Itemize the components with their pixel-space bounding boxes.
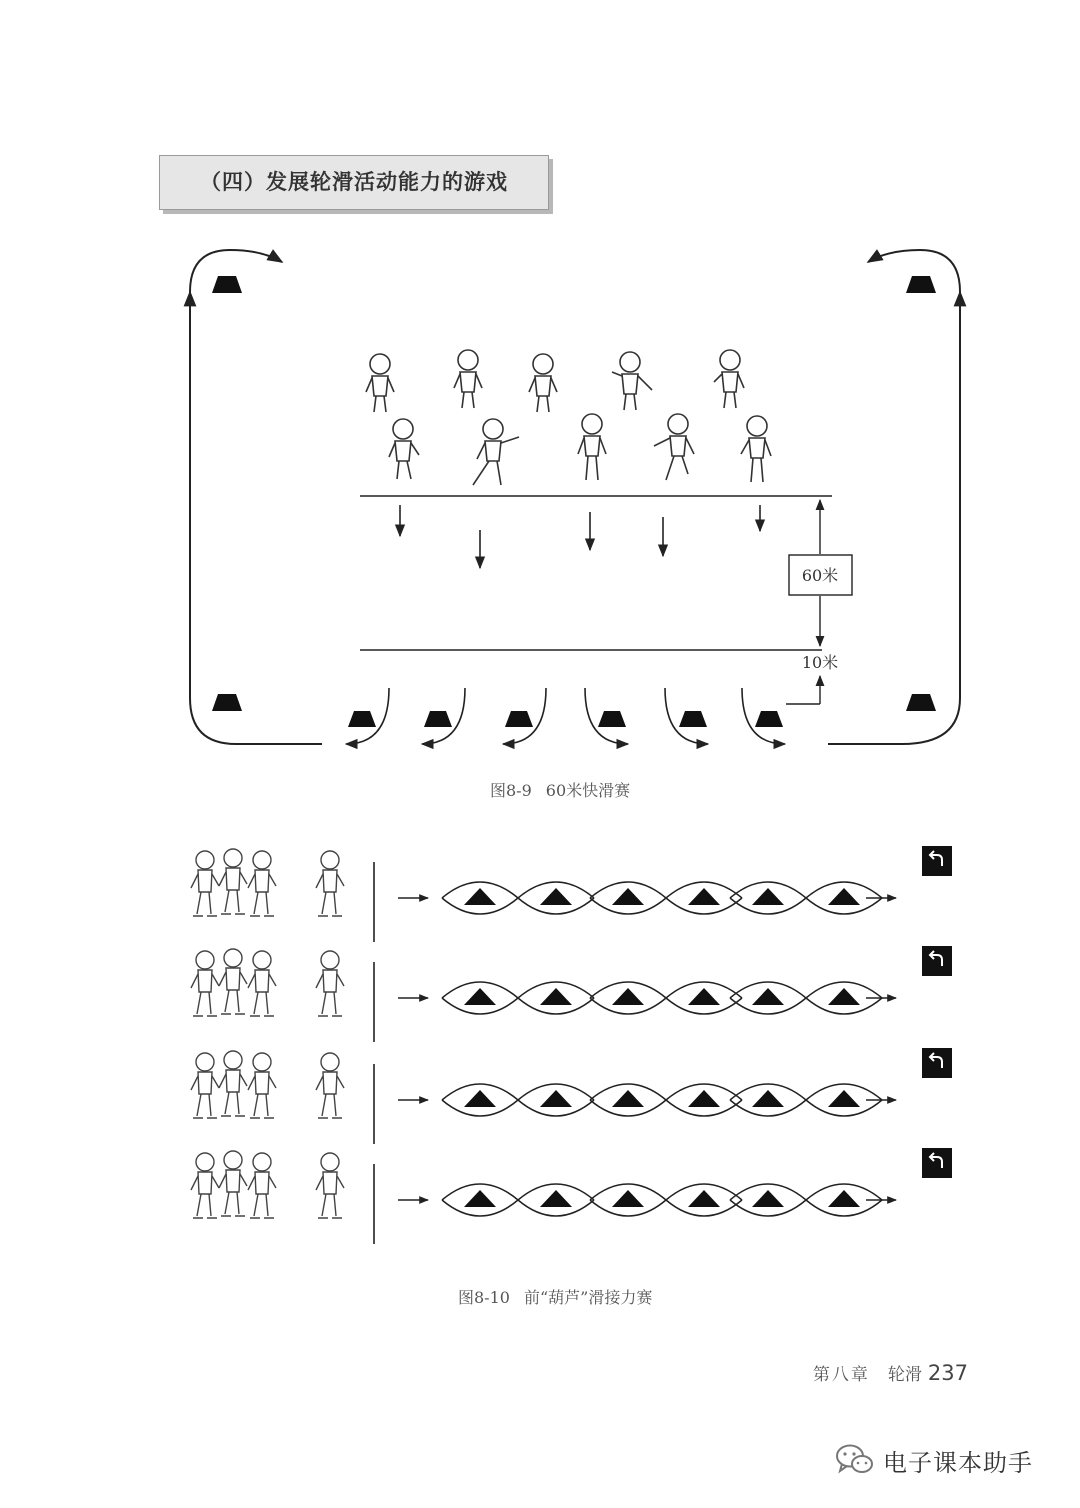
relay-row <box>191 1048 952 1144</box>
gourd-course <box>730 1084 882 1116</box>
gourd-course <box>590 1184 742 1216</box>
caption-title: 60米快滑赛 <box>545 781 631 800</box>
u-turn-icon <box>922 946 952 976</box>
gourd-course <box>442 1184 594 1216</box>
label-10m: 10米 <box>801 653 839 672</box>
gourd-course <box>442 882 594 914</box>
page-number: 237 <box>927 1361 968 1385</box>
figure-8-10-caption <box>458 1285 652 1308</box>
team-skaters <box>191 1051 344 1118</box>
gourd-course <box>730 982 882 1014</box>
gourd-course <box>730 1184 882 1216</box>
gourd-course <box>590 1084 742 1116</box>
relay-row <box>191 846 952 942</box>
team-skaters <box>191 1151 344 1218</box>
gourd-course <box>590 882 742 914</box>
gourd-course <box>442 1084 594 1116</box>
u-turn-icon <box>922 1148 952 1178</box>
gourd-course <box>590 982 742 1014</box>
relay-row <box>191 946 952 1042</box>
footer-section: 轮滑 <box>887 1365 922 1385</box>
team-skaters <box>191 849 344 916</box>
team-skaters <box>191 949 344 1016</box>
footer-chapter: 第八章 <box>812 1365 870 1385</box>
gourd-course <box>730 882 882 914</box>
caption-title: 前“葫芦”滑接力赛 <box>523 1288 653 1307</box>
u-turn-icon <box>922 1048 952 1078</box>
gourd-course <box>442 982 594 1014</box>
relay-row <box>191 1148 952 1244</box>
u-turn-icon <box>922 846 952 876</box>
caption-number: 图8-9 <box>490 781 532 800</box>
watermark-text: 电子课本助手 <box>883 1448 1033 1477</box>
label-60m: 60米 <box>801 566 839 585</box>
wechat-icon <box>835 1443 875 1477</box>
caption-number: 图8-10 <box>458 1288 510 1307</box>
page-footer <box>813 1360 968 1385</box>
watermark <box>835 1440 1033 1480</box>
section-title: （四）发展轮滑活动能力的游戏 <box>200 170 508 194</box>
